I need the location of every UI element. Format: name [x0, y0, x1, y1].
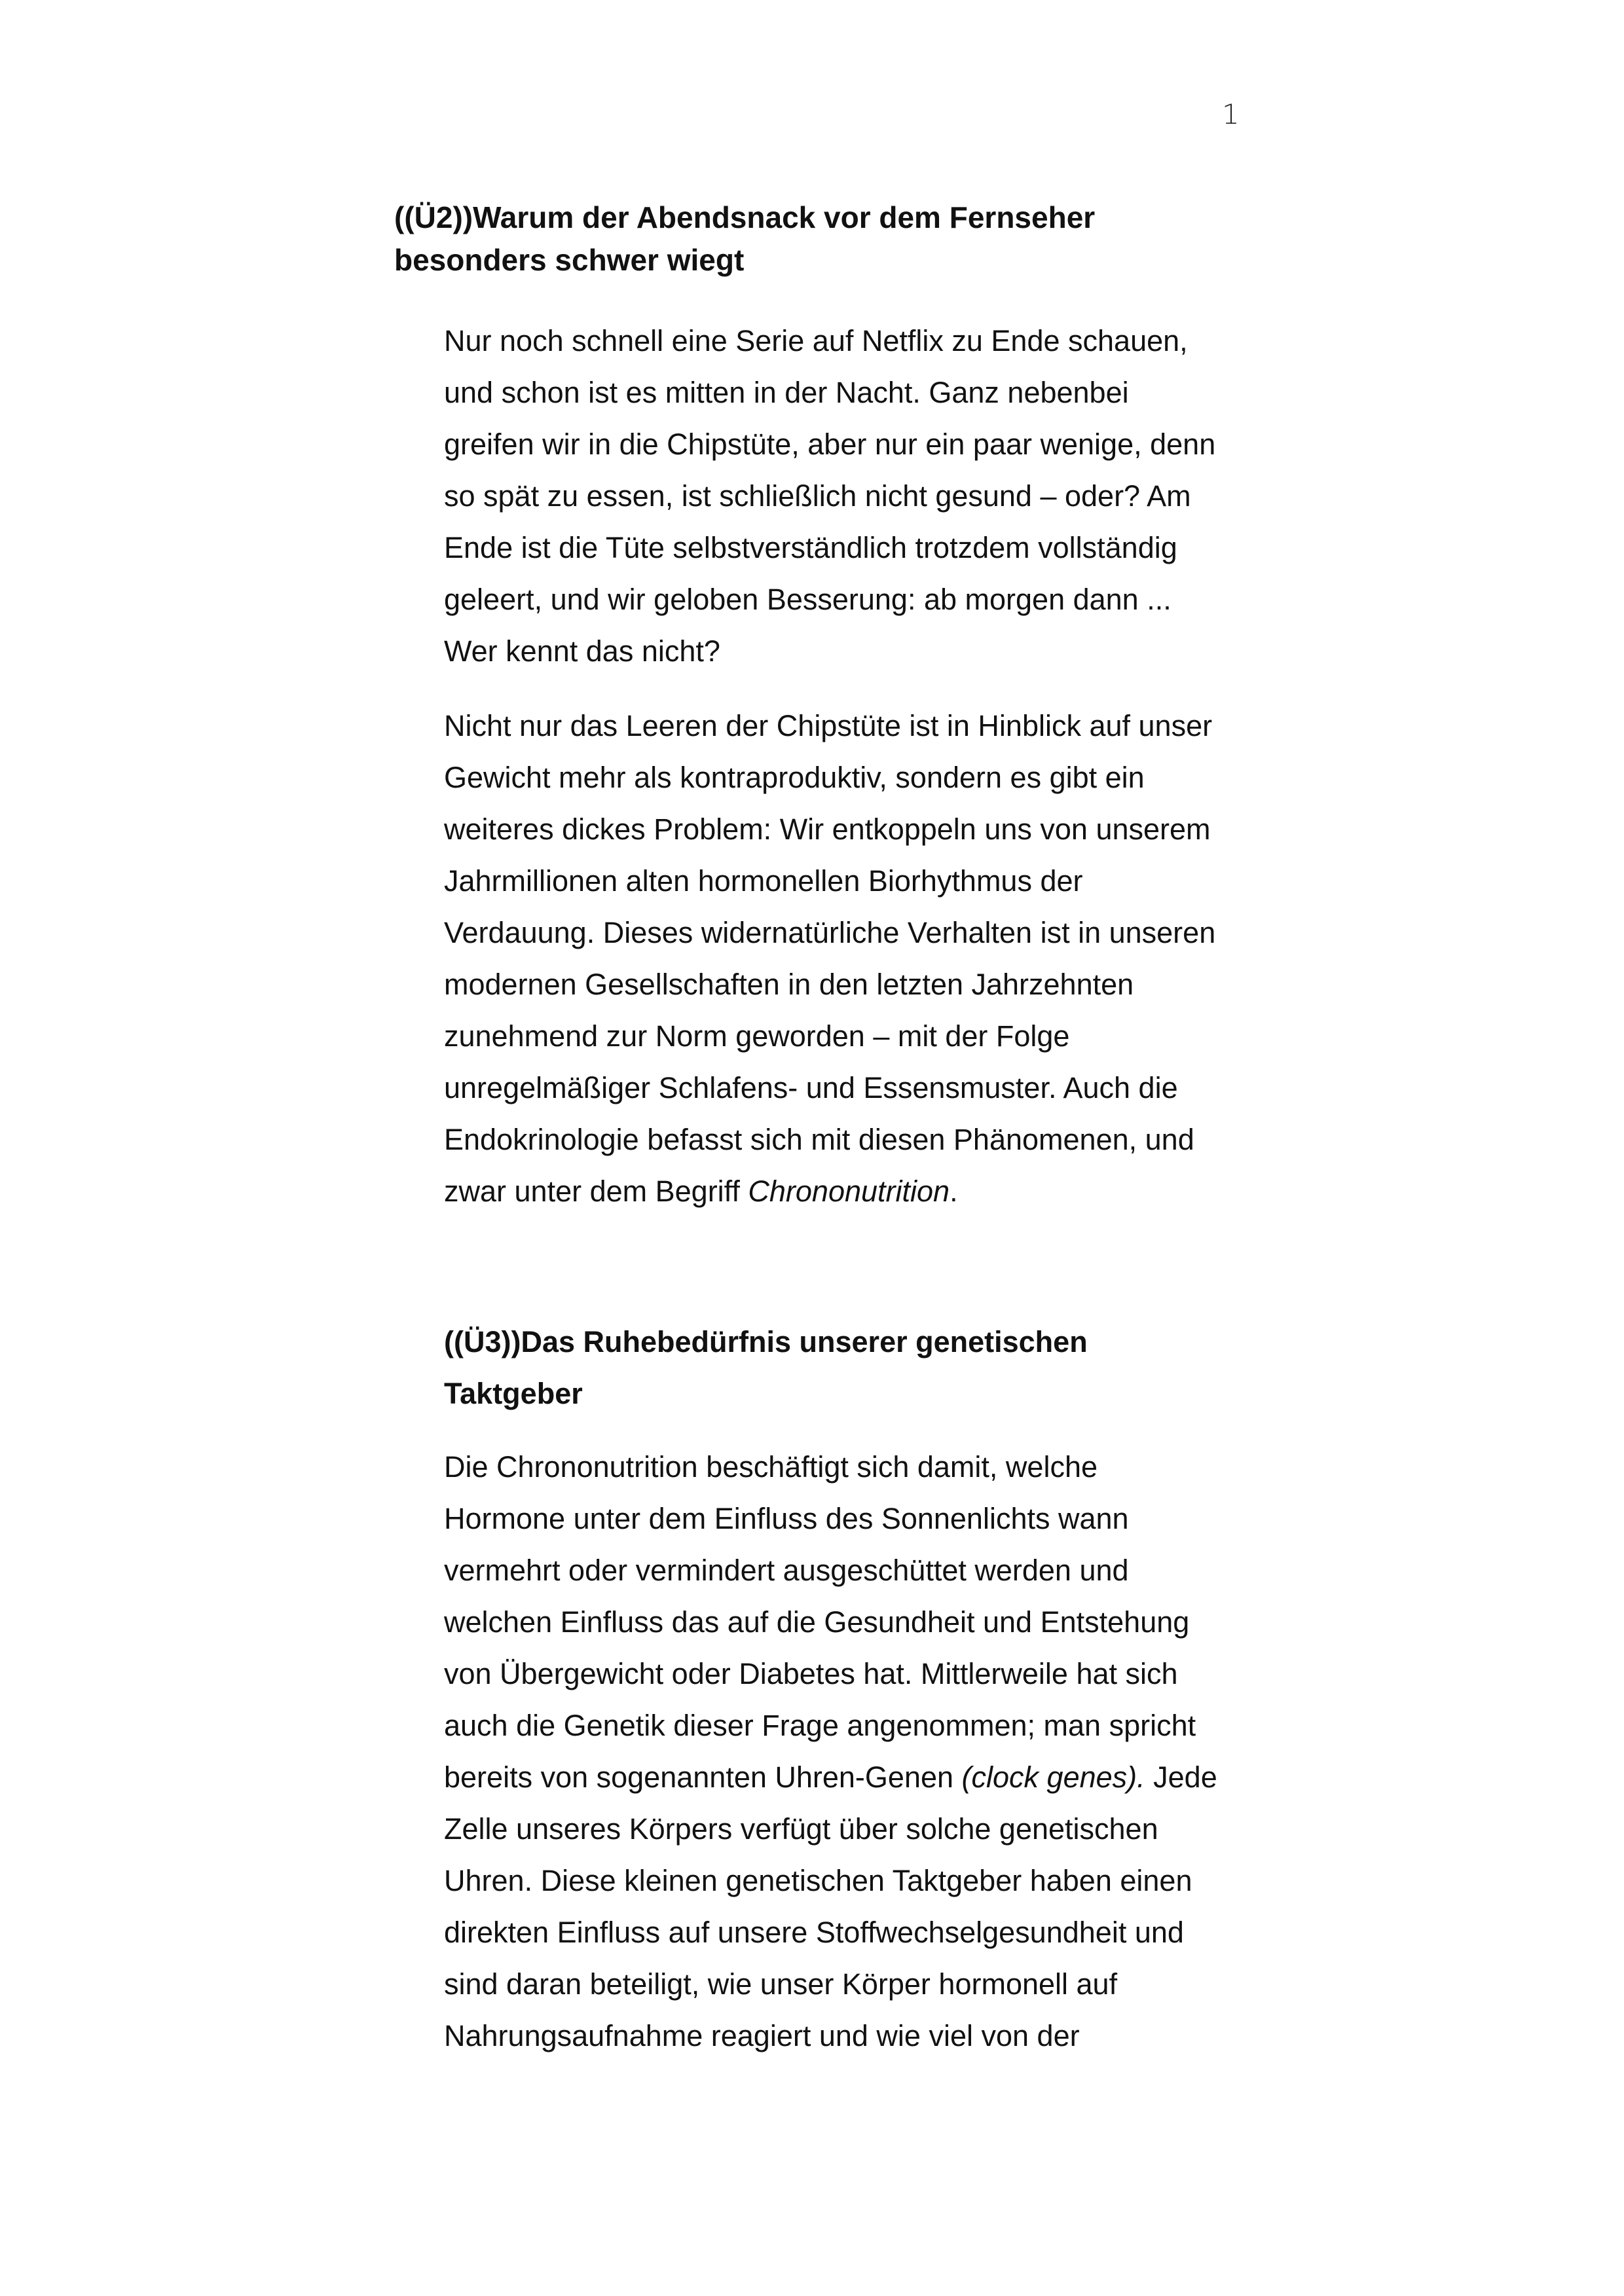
text-line: [444, 1596, 1217, 1648]
text-segment: Verdauung. Dieses widernatürliche Verhalten ist in unseren: [444, 916, 1216, 949]
text-line: [444, 700, 1215, 752]
text-line: [444, 625, 1215, 677]
text-line: [444, 470, 1215, 522]
text-line: [444, 1165, 1215, 1217]
text-line: [444, 855, 1215, 907]
text-segment: zwar unter dem Begriff: [444, 1175, 748, 1208]
text-segment: Jede: [1145, 1760, 1217, 1794]
text-segment: und schon ist es mitten in der Nacht. Ganz nebenbei: [444, 376, 1129, 409]
text-line: [444, 315, 1215, 367]
text-segment: Ende ist die Tüte selbstverständlich trotzdem vollständig: [444, 531, 1177, 564]
text-segment: vermehrt oder vermindert ausgeschüttet werden und: [444, 1554, 1129, 1587]
page-number: 1: [1222, 98, 1240, 130]
heading-line: besonders schwer wiegt: [394, 243, 745, 277]
text-line: [444, 803, 1215, 855]
heading-line: ((Ü3))Das Ruhebedürfnis unserer genetischen: [444, 1325, 1088, 1358]
text-segment: greifen wir in die Chipstüte, aber nur ein paar wenige, denn: [444, 428, 1216, 461]
text-segment: sind daran beteiligt, wie unser Körper hormonell auf: [444, 1967, 1118, 2001]
text-line: [444, 418, 1215, 470]
text-segment: bereits von sogenannten Uhren-Genen: [444, 1760, 962, 1794]
text-line: [444, 1010, 1215, 1062]
text-line: [444, 1062, 1215, 1114]
text-segment: Gewicht mehr als kontraproduktiv, sondern es gibt ein: [444, 761, 1145, 794]
text-line: [444, 1751, 1217, 1803]
text-segment: weiteres dickes Problem: Wir entkoppeln uns von unserem: [444, 812, 1211, 846]
text-segment: welchen Einfluss das auf die Gesundheit und Entstehung: [444, 1605, 1190, 1639]
text-segment: so spät zu essen, ist schließlich nicht gesund – oder? Am: [444, 479, 1191, 513]
text-segment: Nicht nur das Leeren der Chipstüte ist in Hinblick auf unser: [444, 709, 1213, 742]
section-heading-u3: [444, 1316, 1088, 1419]
paragraph-3: [444, 1441, 1217, 2062]
heading-line: ((Ü2))Warum der Abendsnack vor dem Fernseher: [394, 200, 1096, 234]
text-segment: .: [950, 1175, 958, 1208]
text-line: [444, 1855, 1217, 1906]
text-line: [444, 1958, 1217, 2010]
text-segment: unregelmäßiger Schlafens- und Essensmuster. Auch die: [444, 1071, 1178, 1104]
text-segment: Nahrungsaufnahme reagiert und wie viel von der: [444, 2019, 1080, 2052]
text-segment: Endokrinologie befasst sich mit diesen Phänomenen, und: [444, 1123, 1194, 1156]
text-segment: Die Chrononutrition beschäftigt sich damit, welche: [444, 1450, 1098, 1484]
text-line: [444, 1114, 1215, 1165]
paragraph-1: [444, 315, 1215, 677]
text-line: [444, 1803, 1217, 1855]
text-line: [444, 1544, 1217, 1596]
text-line: [444, 1441, 1217, 1493]
text-segment: von Übergewicht oder Diabetes hat. Mittlerweile hat sich: [444, 1657, 1178, 1690]
section-heading-u2: [394, 196, 1095, 282]
text-segment: Nur noch schnell eine Serie auf Netflix zu Ende schauen,: [444, 324, 1188, 357]
text-line: [444, 522, 1215, 574]
text-segment: modernen Gesellschaften in den letzten Jahrzehnten: [444, 968, 1134, 1001]
text-segment: Zelle unseres Körpers verfügt über solche genetischen: [444, 1812, 1158, 1846]
heading-line: Taktgeber: [444, 1377, 583, 1410]
text-line: [444, 367, 1215, 418]
text-segment: Uhren. Diese kleinen genetischen Taktgeber haben einen: [444, 1864, 1192, 1897]
text-segment: Hormone unter dem Einfluss des Sonnenlichts wann: [444, 1502, 1129, 1535]
text-segment: Wer kennt das nicht?: [444, 634, 720, 668]
text-segment: zunehmend zur Norm geworden – mit der Folge: [444, 1019, 1070, 1053]
text-line: [444, 752, 1215, 803]
text-segment: auch die Genetik dieser Frage angenommen; man spricht: [444, 1709, 1196, 1742]
text-line: [444, 2010, 1217, 2062]
text-line: [444, 1493, 1217, 1544]
italic-term: Chrononutrition: [748, 1175, 950, 1208]
text-line: [444, 1648, 1217, 1700]
text-line: [444, 574, 1215, 625]
text-line: [444, 958, 1215, 1010]
text-segment: Jahrmillionen alten hormonellen Biorhythmus der: [444, 864, 1083, 898]
italic-term: (clock genes).: [961, 1760, 1145, 1794]
paragraph-2: [444, 700, 1215, 1217]
text-line: [444, 907, 1215, 958]
text-segment: direkten Einfluss auf unsere Stoffwechselgesundheit und: [444, 1916, 1184, 1949]
text-segment: geleert, und wir geloben Besserung: ab morgen dann ...: [444, 583, 1172, 616]
text-line: [444, 1906, 1217, 1958]
text-line: [444, 1700, 1217, 1751]
